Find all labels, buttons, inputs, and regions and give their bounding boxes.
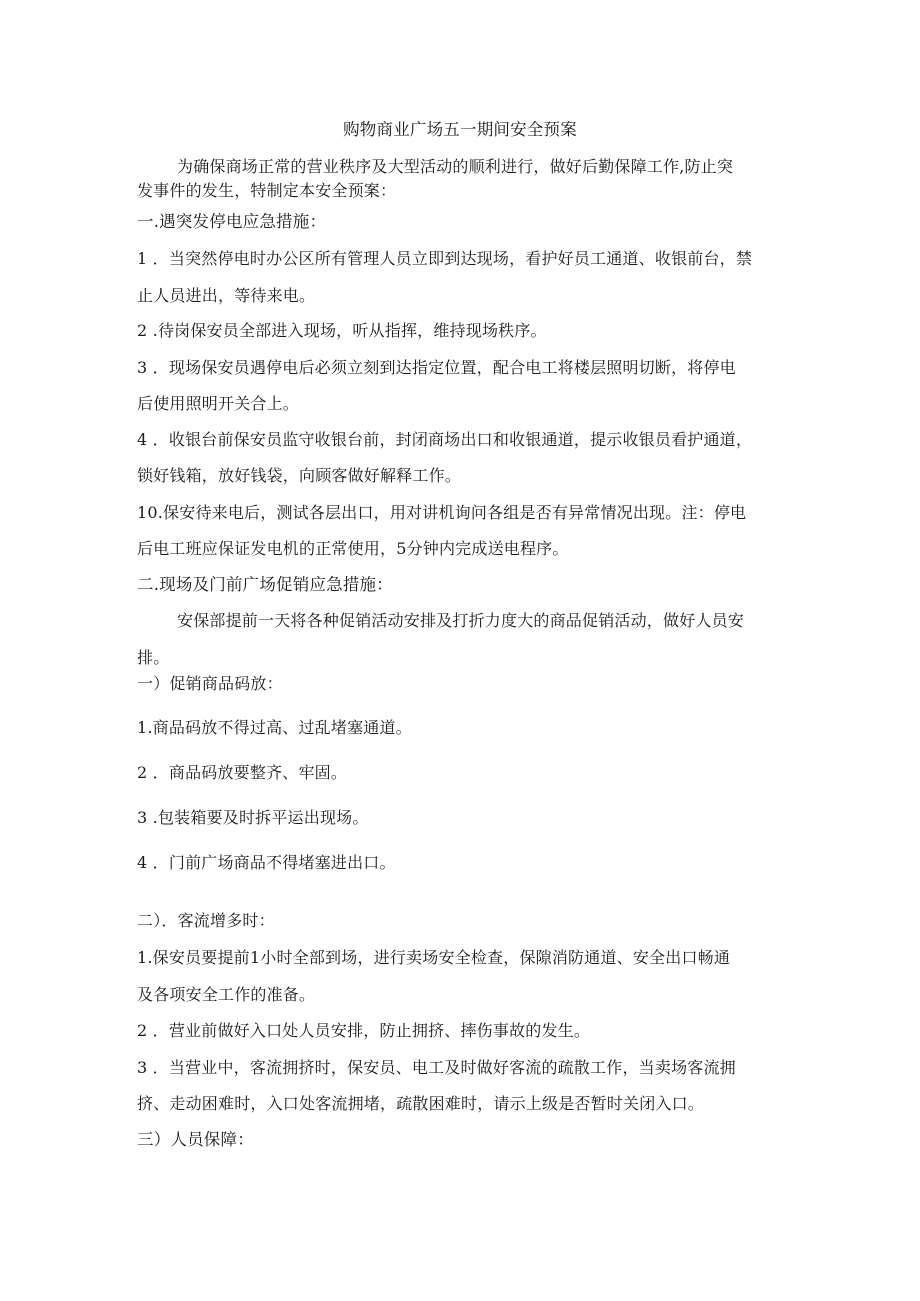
section-heading: 一.遇突发停电应急措施： (137, 212, 327, 231)
paragraph-line: 排。 (137, 648, 170, 667)
list-item: 3 ．现场保安员遇停电后必须立刻到达指定位置，配合电工将楼层照明切断，将停电 (137, 358, 736, 377)
section-heading: 三）人员保障： (137, 1130, 254, 1149)
section-heading: 二.现场及门前广场促销应急措施： (137, 575, 393, 594)
list-item: 4 ．收银台前保安员监守收银台前，封闭商场出口和收银通道，提示收银员看护通道， (137, 430, 753, 449)
list-item: 2 ．营业前做好入口处人员安排，防止拥挤、摔伤事故的发生。 (137, 1021, 591, 1040)
list-item: 挤、走动困难时，入口处客流拥堵，疏散困难时，请示上级是否暂时关闭入口。 (137, 1094, 705, 1113)
list-item: 3 ．当营业中，客流拥挤时，保安员、电工及时做好客流的疏散工作，当卖场客流拥 (137, 1058, 736, 1077)
list-item: 及各项安全工作的准备。 (137, 985, 316, 1004)
list-item: 2 .待岗保安员全部进入现场，听从指挥，维持现场秩序。 (137, 321, 547, 340)
list-item: 2 ．商品码放要整齐、牢固。 (137, 763, 348, 782)
list-item: 3 .包装箱要及时拆平运出现场。 (137, 808, 369, 827)
list-item: 后电工班应保证发电机的正常使用，5分钟内完成送电程序。 (137, 539, 569, 558)
document-title: 购物商业广场五一期间安全预案 (343, 120, 577, 139)
intro-line: 为确保商场正常的营业秩序及大型活动的顺利进行，做好后勤保障工作,防止突 (177, 157, 734, 176)
list-item: 4 ．门前广场商品不得堵塞进出口。 (137, 853, 396, 872)
list-item: 1.保安员要提前1小时全部到场，进行卖场安全检查，保隙消防通道、安全出口畅通 (137, 948, 731, 967)
list-item: 后使用照明开关合上。 (137, 394, 300, 413)
intro-line: 发事件的发生，特制定本安全预案： (137, 181, 397, 200)
list-item: 止人员进出，等待来电。 (137, 286, 316, 305)
subsection-heading: 二）．客流增多时： (137, 911, 275, 930)
paragraph-line: 安保部提前一天将各种促销活动安排及打折力度大的商品促销活动，做好人员安 (177, 611, 745, 630)
list-item: 锁好钱箱，放好钱袋，向顾客做好解释工作。 (137, 466, 462, 485)
list-item: 10.保安待来电后，测试各层出口，用对讲机询问各组是否有异常情况出现。注：停电 (137, 503, 747, 522)
list-item: 1.商品码放不得过高、过乱堵塞通道。 (137, 718, 412, 737)
list-item: 1 ．当突然停电时办公区所有管理人员立即到达现场，看护好员工通道、收银前台，禁 (137, 249, 753, 268)
subsection-heading: 一）促销商品码放： (137, 674, 283, 693)
